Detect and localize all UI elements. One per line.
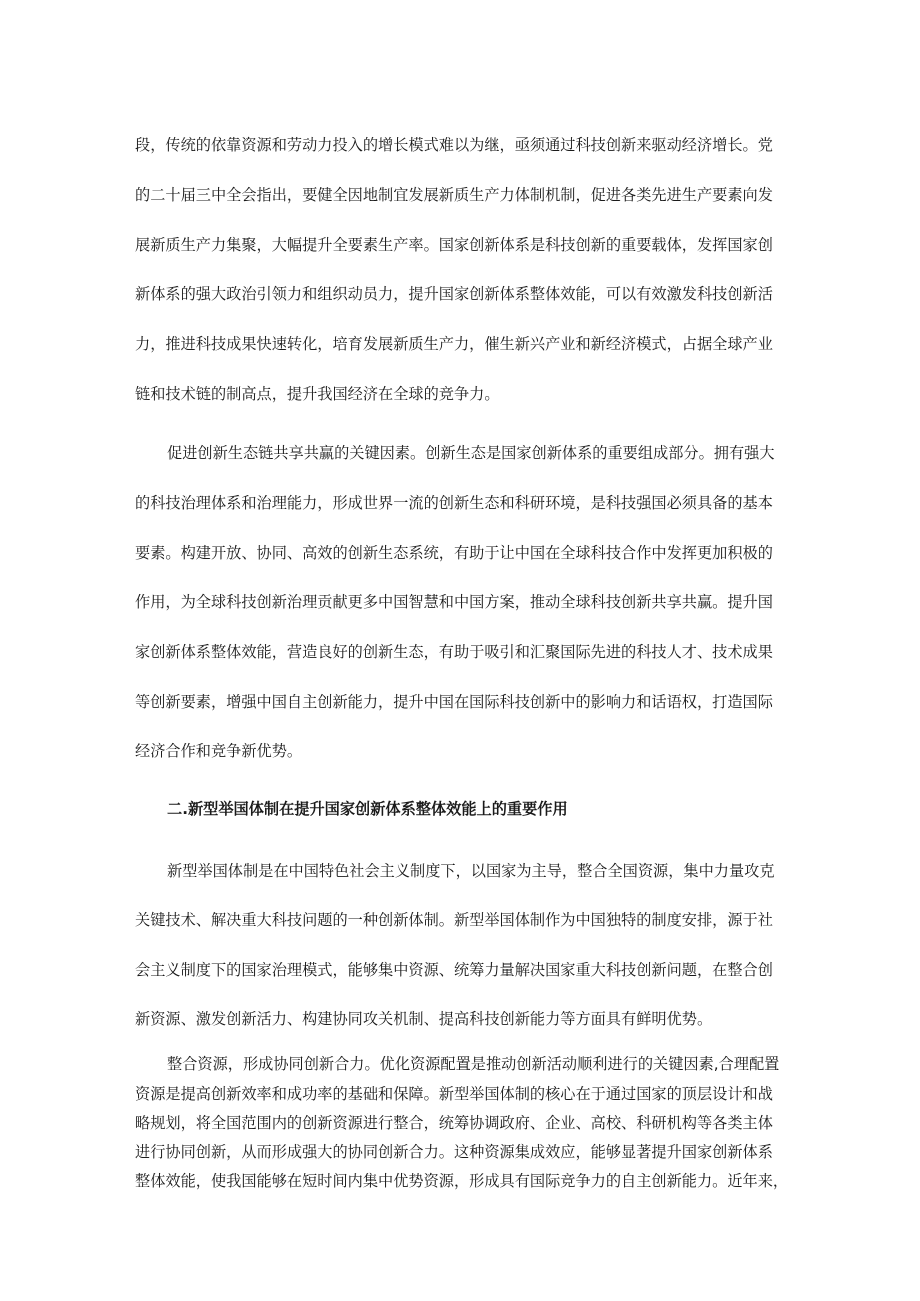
text-line: 关键技术、解决重大科技问题的一种创新体制。新型举国体制作为中国独特的制度安排，源于社 — [135, 911, 773, 929]
text-line: 整合资源，形成协同创新合力。优化资源配置是推动创新活动顺利进行的关键因素,合理配置 — [167, 1055, 780, 1073]
text-line: 新型举国体制是在中国特色社会主义制度下，以国家为主导，整合全国资源，集中力量攻克 — [167, 862, 775, 880]
text-line: 资源是提高创新效率和成功率的基础和保障。新型举国体制的核心在于通过国家的顶层设计和战 — [135, 1085, 773, 1103]
text-line: 段，传统的依靠资源和劳动力投入的增长模式难以为继，亟须通过科技创新来驱动经济增长。党 — [135, 136, 773, 154]
text-line: 经济合作和竞争新优势。 — [135, 742, 303, 760]
text-line: 要素。构建开放、协同、高效的创新生态系统，有助于让中国在全球科技合作中发挥更加积极的 — [135, 544, 773, 562]
text-line: 链和技术链的制高点，提升我国经济在全球的竞争力。 — [135, 385, 500, 403]
text-line: 新资源、激发创新活力、构建协同攻关机制、提高科技创新能力等方面具有鲜明优势。 — [135, 1010, 713, 1028]
text-line: 力，推进科技成果快速转化，培育发展新质生产力，催生新兴产业和新经济模式，占据全球产业 — [135, 335, 773, 353]
text-line: 展新质生产力集聚，大幅提升全要素生产率。国家创新体系是科技创新的重要载体，发挥国家创 — [135, 236, 773, 254]
text-line: 的二十届三中全会指出，要健全因地制宜发展新质生产力体制机制，促进各类先进生产要素向发 — [135, 186, 773, 204]
text-line: 会主义制度下的国家治理模式，能够集中资源、统筹力量解决国家重大科技创新问题，在整合创 — [135, 961, 773, 979]
text-line: 进行协同创新，从而形成强大的协同创新合力。这种资源集成效应，能够显著提升国家创新体系 — [135, 1143, 773, 1161]
text-line: 整体效能，使我国能够在短时间内集中优势资源，形成具有国际竞争力的自主创新能力。近年来， — [135, 1172, 789, 1190]
text-line: 促进创新生态链共享共赢的关键因素。创新生态是国家创新体系的重要组成部分。拥有强大 — [167, 444, 775, 462]
text-line: 家创新体系整体效能，营造良好的创新生态，有助于吸引和汇聚国际先进的科技人才、技术成果 — [135, 643, 773, 661]
text-line: 略规划，将全国范围内的创新资源进行整合，统筹协调政府、企业、高校、科研机构等各类主体 — [135, 1114, 773, 1132]
text-line: 等创新要素，增强中国自主创新能力，提升中国在国际科技创新中的影响力和话语权，打造国际 — [135, 693, 773, 711]
text-line: 作用，为全球科技创新治理贡献更多中国智慧和中国方案，推动全球科技创新共享共赢。提升国 — [135, 593, 773, 611]
text-line: 的科技治理体系和治理能力，形成世界一流的创新生态和科研环境，是科技强国必须具备的基本 — [135, 494, 773, 512]
text-line: 新体系的强大政治引领力和组织动员力，提升国家创新体系整体效能，可以有效激发科技创新活 — [135, 285, 773, 303]
section-heading: 二.新型举国体制在提升国家创新体系整体效能上的重要作用 — [167, 800, 568, 818]
